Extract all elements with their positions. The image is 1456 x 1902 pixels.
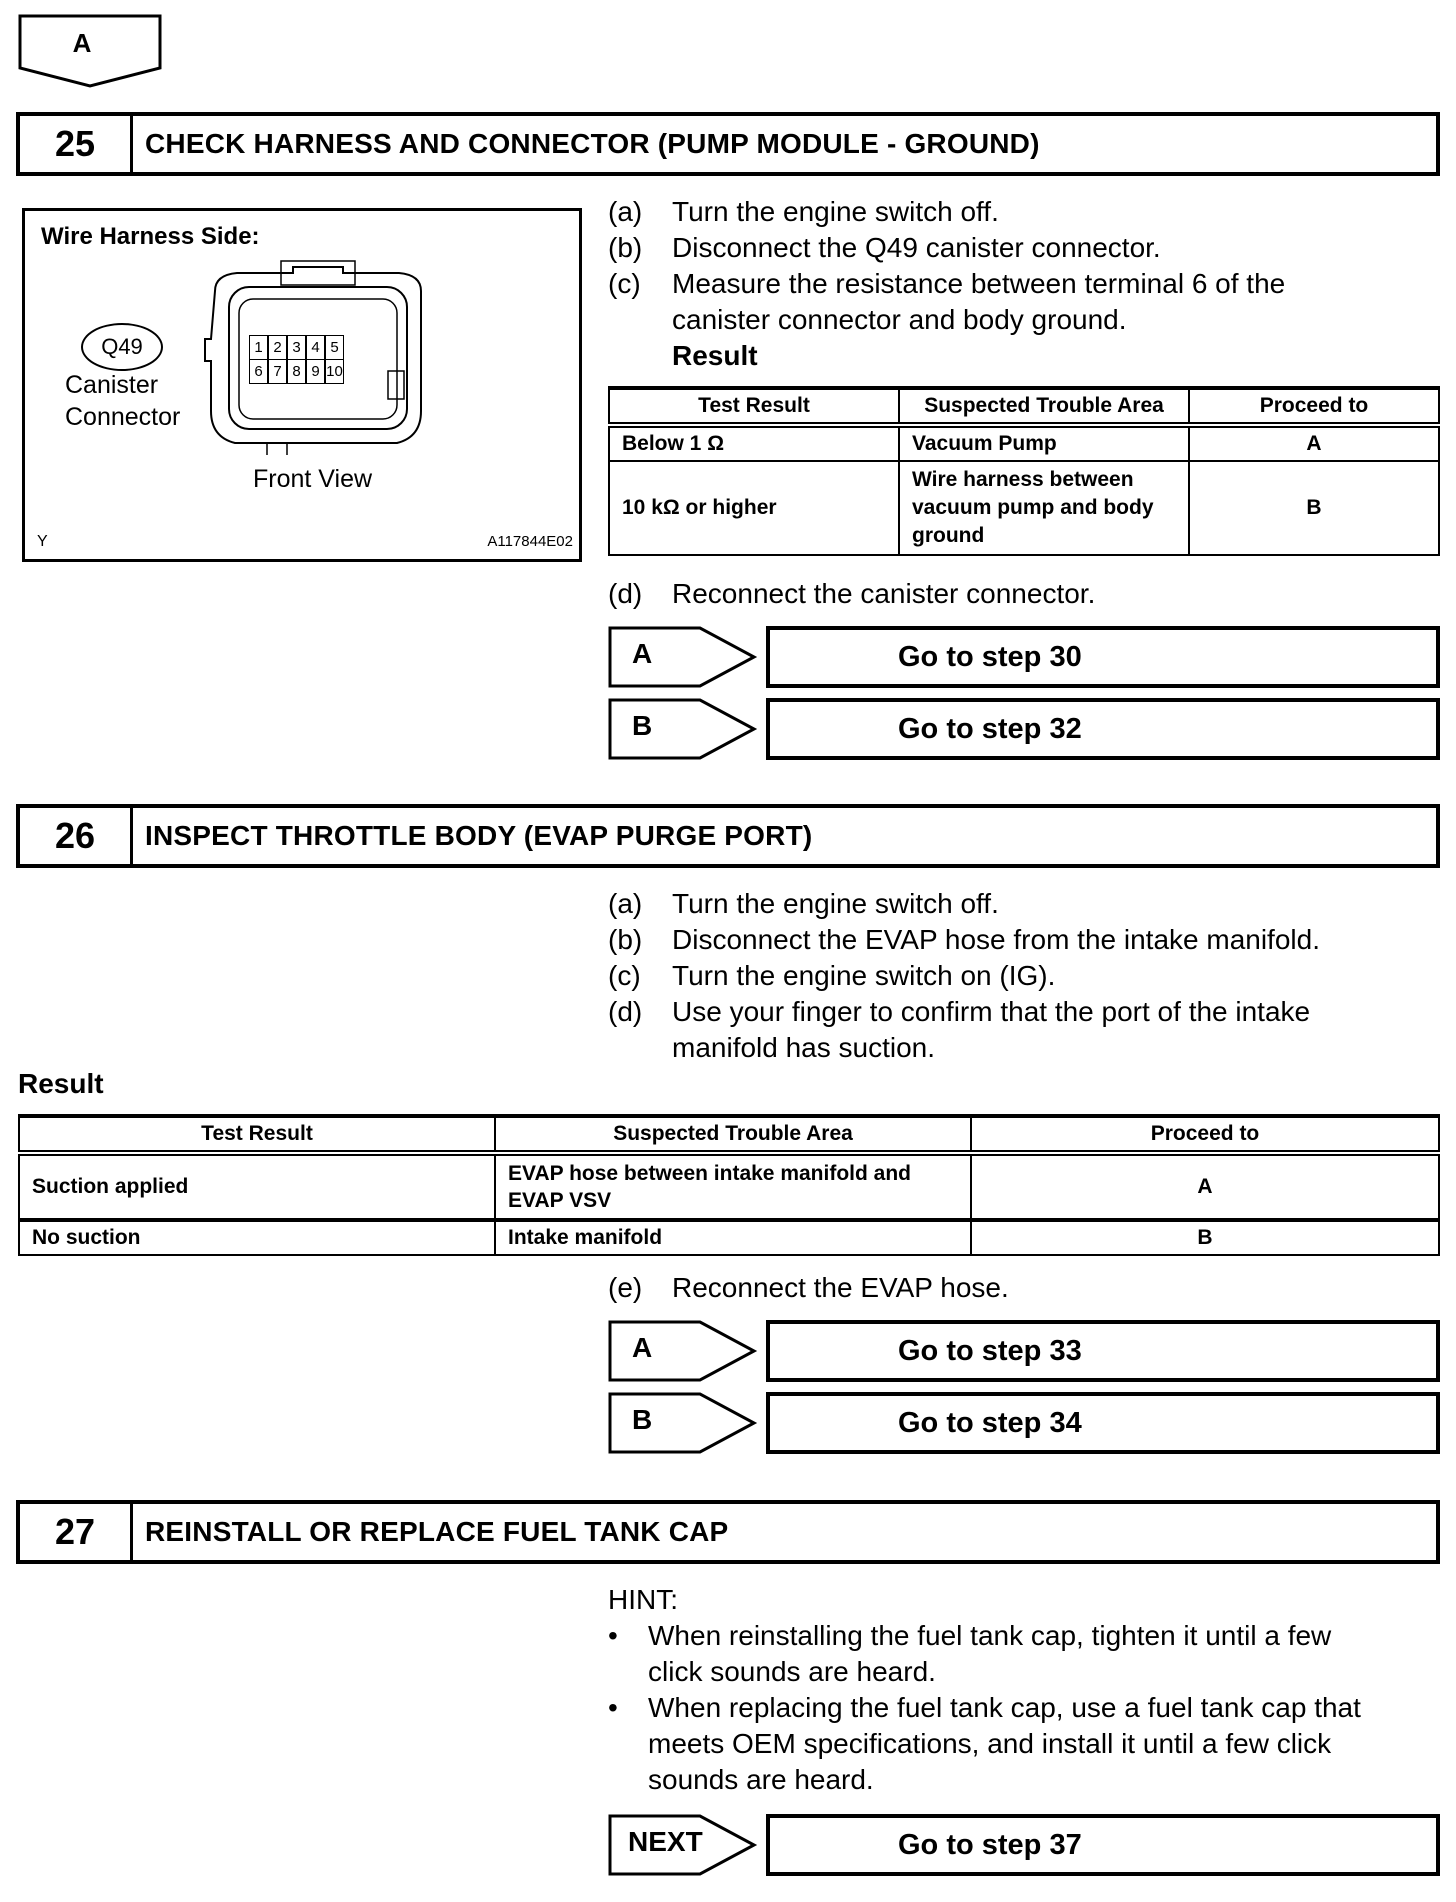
result-label: Result [18, 1068, 104, 1099]
step-title: INSPECT THROTTLE BODY (EVAP PURGE PORT) [145, 820, 813, 851]
instruction-tag: (a) [608, 888, 643, 919]
table-row [609, 425, 1439, 461]
pentagon-right-icon [608, 1320, 758, 1382]
instruction-text: Turn the engine switch off. [672, 888, 999, 919]
corner-mark: Y [37, 533, 48, 550]
step-number: 27 [20, 1504, 133, 1560]
connector-label-line2: Connector [65, 403, 181, 431]
cell: Intake manifold [495, 1220, 971, 1255]
hint-item-2 [608, 1690, 1361, 1726]
hint-text: When replacing the fuel tank cap, use a fuel tank cap that [648, 1692, 1361, 1723]
figure-code: A117844E02 [487, 533, 573, 550]
step-title: CHECK HARNESS AND CONNECTOR (PUMP MODULE - GROUND) [145, 128, 1040, 159]
instruction-tag: (b) [608, 232, 643, 263]
pin-4: 4 [306, 335, 325, 360]
pin-10: 10 [325, 359, 344, 384]
col-header: Suspected Trouble Area [495, 1116, 971, 1153]
hint-item-1 [608, 1618, 1361, 1654]
hint-label: HINT: [608, 1584, 678, 1615]
table-row [609, 461, 1439, 555]
goto-row-a[interactable] [608, 626, 1440, 688]
step-25-instructions [608, 194, 1285, 374]
goto-step-link[interactable]: Go to step 32 [766, 698, 1440, 760]
pin-6: 6 [249, 359, 268, 384]
instruction-tag: (a) [608, 196, 643, 227]
pin-8: 8 [287, 359, 306, 384]
instruction-tag: (d) [608, 578, 643, 609]
pin-3: 3 [287, 335, 306, 360]
result-code-tag [608, 698, 758, 760]
pin-1: 1 [249, 335, 268, 360]
pin-5: 5 [325, 335, 344, 360]
col-header: Test Result [19, 1116, 495, 1153]
col-header: Test Result [609, 388, 899, 425]
connector-label-line1: Canister [65, 371, 159, 399]
cell: Below 1 Ω [609, 425, 899, 461]
cell: Vacuum Pump [899, 425, 1189, 461]
cell: A [971, 1153, 1439, 1220]
connector-id-badge: Q49 [81, 323, 163, 371]
result-code: NEXT [628, 1826, 703, 1857]
cell: B [1189, 461, 1439, 555]
instruction-text: Disconnect the Q49 canister connector. [672, 232, 1161, 263]
instruction-d [608, 994, 1320, 1030]
cell: Wire harness between vacuum pump and body ground [899, 461, 1189, 555]
pin-9: 9 [306, 359, 325, 384]
connector-diagram [22, 208, 582, 562]
instruction-text: Disconnect the EVAP hose from the intake manifold. [672, 924, 1320, 955]
step-27-header [16, 1500, 1440, 1564]
instruction-a [608, 886, 1320, 922]
cell: EVAP hose between intake manifold and EVAP VSV [495, 1153, 971, 1220]
instruction-tag: (e) [608, 1272, 643, 1303]
instruction-c [608, 958, 1320, 994]
cell: B [971, 1220, 1439, 1255]
instruction-a [608, 194, 1285, 230]
instruction-text-cont: manifold has suction. [672, 1032, 936, 1063]
result-code-tag [608, 626, 758, 688]
marker-label: A [72, 28, 92, 58]
figure-title: Wire Harness Side: [41, 223, 260, 250]
instruction-b [608, 922, 1320, 958]
hint-text-cont: sounds are heard. [648, 1764, 874, 1795]
bullet-icon: • [608, 1620, 618, 1651]
col-header: Proceed to [971, 1116, 1439, 1153]
instruction-b [608, 230, 1285, 266]
instruction-tag: (b) [608, 924, 643, 955]
instruction-text: Measure the resistance between terminal 6 of the [672, 268, 1286, 299]
goto-row-b[interactable] [608, 1392, 1440, 1454]
goto-row-next[interactable] [608, 1814, 1440, 1876]
instruction-text-cont: canister connector and body ground. [672, 304, 1127, 335]
cell: No suction [19, 1220, 495, 1255]
goto-step-link[interactable]: Go to step 30 [766, 626, 1440, 688]
instruction-text: Reconnect the EVAP hose. [672, 1272, 1009, 1303]
instruction-c [608, 266, 1285, 302]
view-label: Front View [253, 465, 373, 493]
off-page-connector-marker [18, 14, 164, 88]
cell: 10 kΩ or higher [609, 461, 899, 555]
step-25-result-table [608, 386, 1440, 556]
instruction-text: Turn the engine switch on (IG). [672, 960, 1056, 991]
pentagon-right-icon [608, 698, 758, 760]
table-row [19, 1220, 1439, 1255]
result-code: B [632, 1404, 653, 1435]
result-code: A [632, 1332, 653, 1363]
step-26-header [16, 804, 1440, 868]
instruction-e [608, 1270, 1009, 1306]
pentagon-right-icon [608, 626, 758, 688]
instruction-tag: (c) [608, 960, 641, 991]
col-header: Suspected Trouble Area [899, 388, 1189, 425]
instruction-text: Use your finger to confirm that the port of the intake [672, 996, 1311, 1027]
step-26-instructions [608, 886, 1320, 1066]
instruction-text: Turn the engine switch off. [672, 196, 999, 227]
result-code: B [632, 710, 653, 741]
goto-step-link[interactable]: Go to step 34 [766, 1392, 1440, 1454]
goto-step-link[interactable]: Go to step 37 [766, 1814, 1440, 1876]
instruction-d [608, 576, 1095, 612]
step-title: REINSTALL OR REPLACE FUEL TANK CAP [145, 1516, 729, 1547]
result-code: A [632, 638, 653, 669]
result-label: Result [672, 340, 758, 371]
hint-text-cont: click sounds are heard. [648, 1656, 936, 1687]
step-25-header [16, 112, 1440, 176]
hint-text: When reinstalling the fuel tank cap, tighten it until a few [648, 1620, 1332, 1651]
instruction-tag: (d) [608, 996, 643, 1027]
pin-7: 7 [268, 359, 287, 384]
step-27-hints [608, 1582, 1361, 1798]
col-header: Proceed to [1189, 388, 1439, 425]
hint-text-cont: meets OEM specifications, and install it until a few click [648, 1728, 1332, 1759]
table-row [19, 1153, 1439, 1220]
goto-row-a[interactable] [608, 1320, 1440, 1382]
result-code-tag [608, 1320, 758, 1382]
goto-row-b[interactable] [608, 698, 1440, 760]
step-26-result-table [18, 1114, 1440, 1256]
bullet-icon: • [608, 1692, 618, 1723]
instruction-tag: (c) [608, 268, 641, 299]
instruction-text: Reconnect the canister connector. [672, 578, 1096, 609]
step-number: 25 [20, 116, 133, 172]
cell: Suction applied [19, 1153, 495, 1220]
pentagon-right-icon [608, 1392, 758, 1454]
pin-2: 2 [268, 335, 287, 360]
goto-step-link[interactable]: Go to step 33 [766, 1320, 1440, 1382]
result-code-tag [608, 1392, 758, 1454]
step-number: 26 [20, 808, 133, 864]
cell: A [1189, 425, 1439, 461]
next-tag [608, 1814, 758, 1876]
